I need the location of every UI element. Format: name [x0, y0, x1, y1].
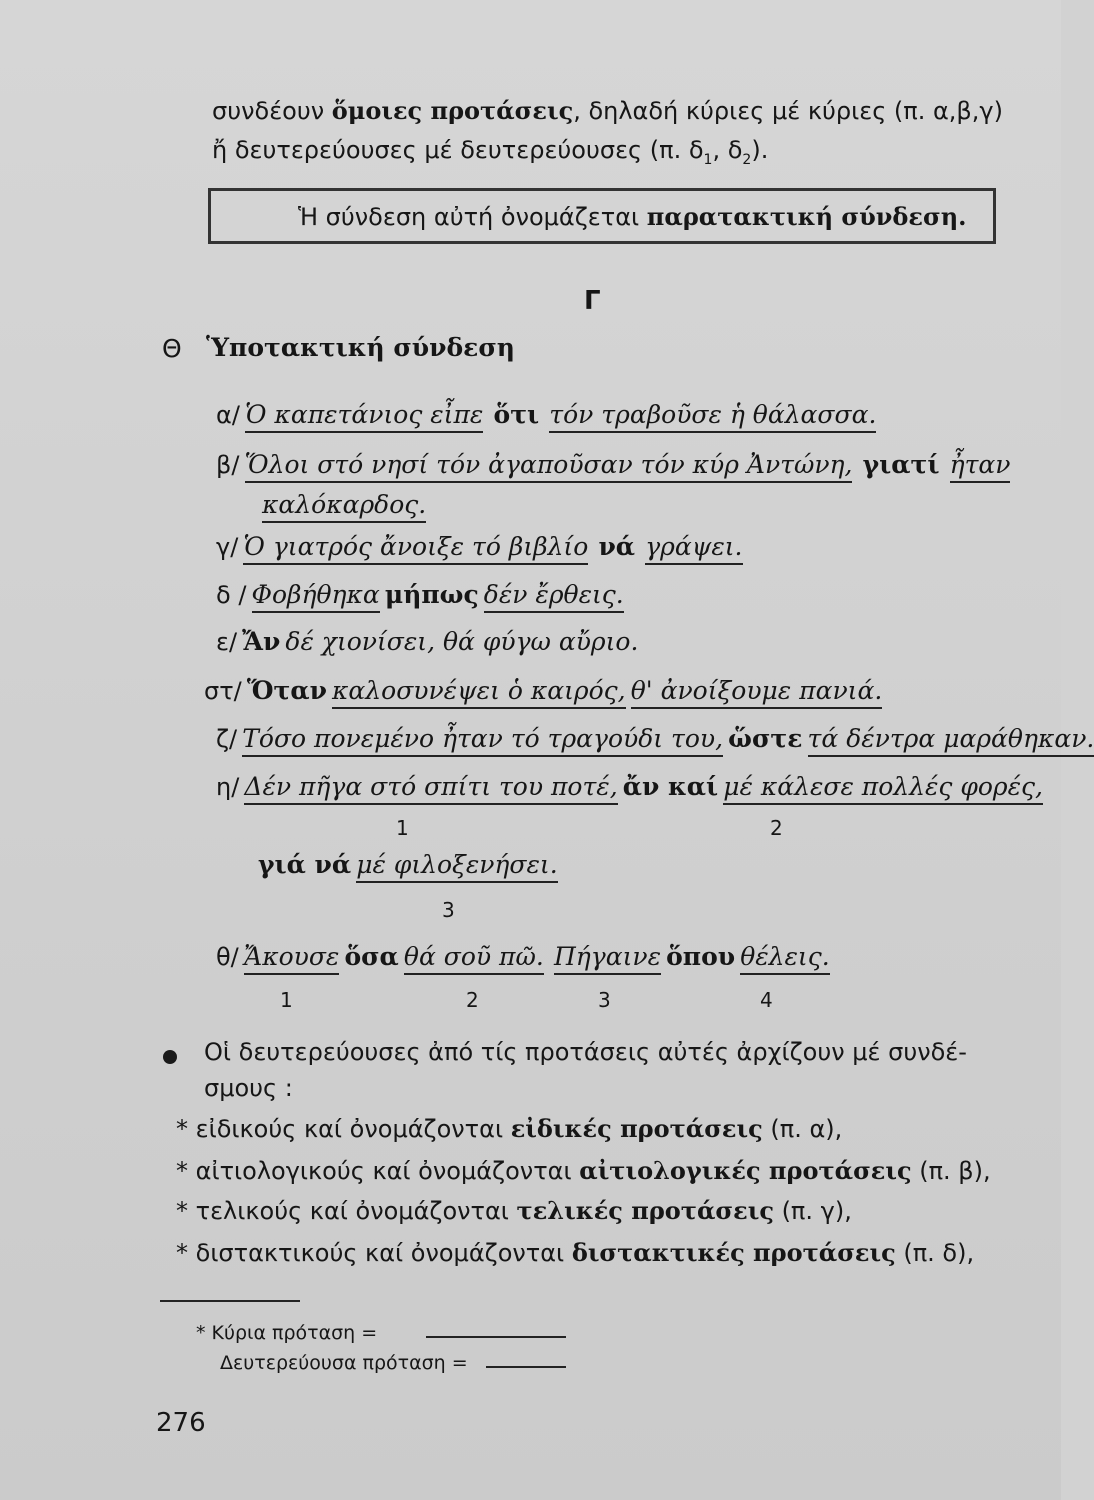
example-st: στ/ Ὅταν καλοσυνέψει ὁ καιρός, θ' ἀνοίξουμε πανιά.	[204, 676, 882, 705]
example-th: θ/ Ἄκουσε ὅσα θά σοῦ πῶ. Πήγαινε ὅπου θέλεις.	[216, 942, 830, 971]
list-item-distaktikes: * διστακτικούς καί ὀνομάζονται διστακτικές προτάσεις (π. δ),	[176, 1238, 975, 1267]
clause-number-1: 1	[396, 816, 409, 840]
bullet-icon	[163, 1050, 177, 1064]
intro-line-1: συνδέουν ὅμοιες προτάσεις, δηλαδή κύριες μέ κύριες (π. α,β,γ)	[212, 96, 1003, 125]
heading-symbol: Θ	[162, 334, 182, 363]
example-c: γ/ Ὁ γιατρός ἄνοιξε τό βιβλίο νά γράψει.	[216, 532, 743, 561]
example-h-cont: γιά νά μέ φιλοξενήσει.	[258, 850, 558, 879]
section-heading: Ὑποτακτική σύνδεση	[206, 333, 515, 362]
footnote-line-2: Δευτερεύουσα πρόταση =	[220, 1352, 468, 1374]
footnote-rule	[160, 1300, 300, 1302]
bullet-text-line-1: Οἱ δευτερεύουσες ἀπό τίς προτάσεις αὐτές ἀρχίζουν μέ συνδέ-	[204, 1038, 967, 1066]
clause-number-3: 3	[442, 898, 455, 922]
section-letter: Γ	[584, 286, 601, 316]
footnote-line-1: * Κύρια πρόταση =	[196, 1322, 378, 1344]
list-item-telikes: * τελικούς καί ὀνομάζονται τελικές προτάσεις (π. γ),	[176, 1196, 852, 1225]
example-b-cont: καλόκαρδος.	[262, 490, 426, 519]
th-number-3: 3	[598, 988, 611, 1012]
bullet-text-line-2: σμους :	[204, 1074, 293, 1102]
example-d: δ / Φοβήθηκα μήπως δέν ἔρθεις.	[216, 580, 624, 609]
example-b: β/ Ὅλοι στό νησί τόν ἀγαποῦσαν τόν κύρ Ἀντώνη, γιατί ἦταν	[216, 450, 1010, 479]
th-number-4: 4	[760, 988, 773, 1012]
example-a: α/ Ὁ καπετάνιος εἶπε ὅτι τόν τραβοῦσε ἡ θάλασσα.	[216, 400, 876, 429]
definition-bold-term: παρατακτική σύνδεση.	[646, 202, 967, 231]
example-z: ζ/ Τόσο πονεμένο ἦταν τό τραγούδι του, ὥστε τά δέντρα μαράθηκαν.	[216, 724, 1094, 753]
example-h: η/ Δέν πῆγα στό σπίτι του ποτέ, ἄν καί μέ κάλεσε πολλές φορές,	[216, 772, 1043, 801]
clause-number-2: 2	[770, 816, 783, 840]
intro-line-2: ἤ δευτερεύουσες μέ δευτερεύουσες (π. $\delta_1$, $\delta_2$).	[212, 136, 769, 168]
footnote-blank-2	[486, 1366, 566, 1368]
list-item-eidikes: * εἰδικούς καί ὀνομάζονται εἰδικές προτάσεις (π. α),	[176, 1114, 843, 1143]
intro-bold-term: ὅμοιες προτάσεις	[331, 96, 574, 125]
definition-text: Ἡ σύνδεση αὐτή ὀνομάζεται παρατακτική σύνδεση.	[298, 202, 967, 231]
footnote-blank-1	[426, 1336, 566, 1338]
page-number: 276	[156, 1408, 206, 1438]
th-number-2: 2	[466, 988, 479, 1012]
th-number-1: 1	[280, 988, 293, 1012]
example-e: ε/ Ἄν δέ χιονίσει, θά φύγω αὔριο.	[216, 627, 639, 656]
list-item-aitiologikes: * αἰτιολογικούς καί ὀνομάζονται αἰτιολογικές προτάσεις (π. β),	[176, 1156, 991, 1185]
